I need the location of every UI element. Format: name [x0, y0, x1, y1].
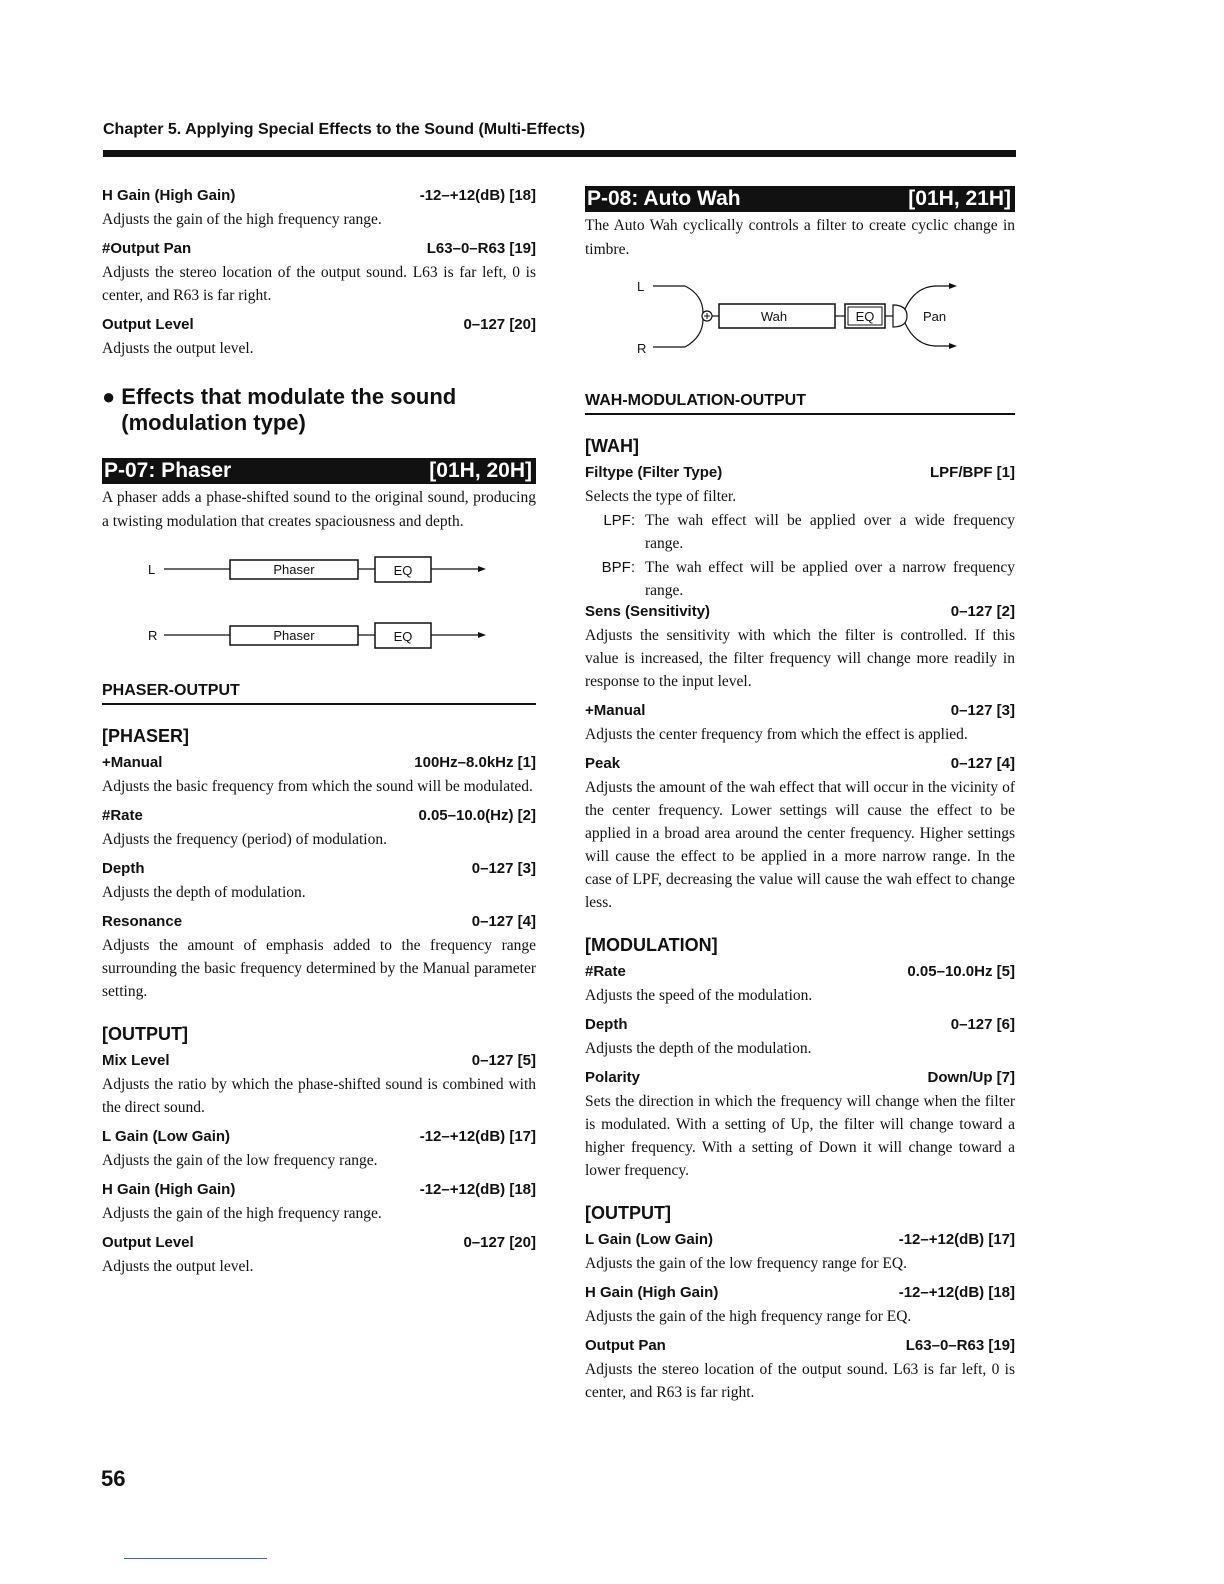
right-column [585, 186, 1015, 1404]
param-desc: Adjusts the basic frequency from which the sound will be modulated. [102, 778, 533, 795]
phaser-section-title: PHASER-OUTPUT [102, 681, 536, 705]
param-desc: Adjusts the ratio by which the phase-shifted sound is combined with the direct sound. [102, 1076, 536, 1116]
param-desc: Selects the type of filter. [585, 488, 737, 505]
eq-block-label: EQ [393, 563, 413, 578]
param-item [585, 1015, 1015, 1060]
option-text: The wah effect will be applied over a narrow frequency range. [645, 559, 1015, 599]
modulation-group-title: [MODULATION] [585, 935, 718, 955]
param-value: 0–127 [2] [950, 603, 1015, 620]
param-item [585, 463, 1015, 508]
param-desc: Adjusts the stereo location of the output sound. L63 is far left, 0 is center, and R63 is far right. [585, 1361, 1015, 1401]
heading-line-1: Effects that modulate the sound [121, 384, 457, 409]
autowah-diagram [585, 275, 1015, 371]
param-name: H Gain (High Gain) [102, 1181, 236, 1198]
param-desc: Adjusts the center frequency from which the effect is applied. [585, 726, 968, 743]
param-desc: Adjusts the output level. [102, 1258, 254, 1275]
param-value: -12–+12(dB) [18] [419, 187, 536, 204]
autowah-title-bar [585, 186, 1015, 212]
param-name: Output Pan [585, 1337, 666, 1354]
page-number: 56 [101, 1466, 126, 1491]
autowah-output-group-title: [OUTPUT] [585, 1203, 671, 1223]
param-item [585, 754, 1015, 914]
diagram-r-label: R [637, 341, 647, 356]
autowah-code: [01H, 21H] [908, 187, 1011, 210]
param-name: H Gain (High Gain) [585, 1284, 719, 1301]
param-item [102, 912, 536, 1003]
filter-options [585, 509, 1015, 602]
autowah-section-title: WAH-MODULATION-OUTPUT [585, 391, 1015, 415]
param-item [585, 1283, 1015, 1328]
param-value: 0.05–10.0(Hz) [2] [418, 807, 536, 824]
param-name: L Gain (Low Gain) [585, 1231, 714, 1248]
param-item [585, 1068, 1015, 1182]
list-item [585, 556, 1015, 602]
header-rule [103, 150, 1016, 157]
param-value: 0–127 [20] [463, 316, 536, 333]
param-name: #Output Pan [102, 240, 192, 257]
diagram-r-label: R [148, 628, 158, 643]
modulation-type-heading [102, 384, 536, 436]
param-desc: Adjusts the gain of the low frequency range for EQ. [585, 1255, 907, 1272]
wah-group-title: [WAH] [585, 436, 639, 456]
param-value: -12–+12(dB) [18] [898, 1284, 1015, 1301]
phaser-diagram [102, 549, 536, 669]
param-value: 0–127 [6] [950, 1016, 1015, 1033]
param-value: 100Hz–8.0kHz [1] [414, 754, 536, 771]
param-desc: Adjusts the amount of the wah effect that will occur in the vicinity of the center frequency. Lower settings will cause the effect to be applied in a broad area around the center frequency. Higher settings will cause the effect to be applied in a more narrow range. In the case of LPF, decreasing the value will cause the wah effect to change less. [585, 779, 1015, 911]
param-name: Sens (Sensitivity) [585, 603, 711, 620]
param-desc: Adjusts the speed of the modulation. [585, 987, 813, 1004]
phaser-intro: A phaser adds a phase-shifted sound to the original sound, producing a twisting modulation that creates spaciousness and depth. [102, 489, 536, 530]
param-value: L63–0–R63 [19] [905, 1337, 1015, 1354]
param-value: -12–+12(dB) [17] [419, 1128, 536, 1145]
phaser-block-label: Phaser [273, 628, 315, 643]
param-item [102, 806, 536, 851]
eq-block-label: EQ [855, 309, 875, 324]
param-name: +Manual [102, 754, 163, 771]
chapter-header: Chapter 5. Applying Special Effects to the Sound (Multi-Effects) [103, 121, 586, 138]
param-item [585, 701, 1015, 746]
bullet-icon: ● [102, 384, 116, 409]
param-item [102, 239, 536, 307]
param-name: Depth [585, 1016, 628, 1033]
param-name: Output Level [102, 1234, 194, 1251]
param-desc: Adjusts the sensitivity with which the filter is controlled. If this value is increased, the filter frequency will change more readily in response to the input level. [585, 627, 1015, 690]
phaser-output-group-title: [OUTPUT] [102, 1024, 188, 1044]
param-value: 0.05–10.0Hz [5] [907, 963, 1015, 980]
param-desc: Adjusts the gain of the high frequency range for EQ. [585, 1308, 912, 1325]
param-item [585, 1336, 1015, 1404]
param-desc: Adjusts the gain of the high frequency range. [102, 211, 382, 228]
autowah-intro: The Auto Wah cyclically controls a filter to create cyclic change in timbre. [585, 217, 1015, 258]
param-name: Output Level [102, 316, 194, 333]
left-top-params [102, 186, 536, 360]
param-value: 0–127 [4] [950, 755, 1015, 772]
phaser-output-params [102, 1051, 536, 1278]
param-desc: Adjusts the output level. [102, 340, 254, 357]
param-desc: Adjusts the depth of modulation. [102, 884, 306, 901]
param-name: Mix Level [102, 1052, 170, 1069]
wah-params [585, 602, 1015, 914]
diagram-l-label: L [637, 279, 645, 294]
param-desc: Adjusts the frequency (period) of modulation. [102, 831, 387, 848]
phaser-title: P-07: Phaser [104, 459, 232, 482]
phaser-title-bar [102, 458, 536, 484]
phaser-params [102, 753, 536, 1003]
param-desc: Sets the direction in which the frequency will change when the filter is modulated. With a setting of Up, the filter will change toward a higher frequency. With a setting of Down it will change toward a lower frequency. [585, 1093, 1015, 1179]
param-item [102, 859, 536, 904]
option-key: LPF: [603, 512, 635, 529]
option-text: The wah effect will be applied over a wide frequency range. [645, 512, 1015, 552]
heading-line-2: (modulation type) [121, 410, 306, 435]
param-desc: Adjusts the depth of the modulation. [585, 1040, 812, 1057]
param-value: -12–+12(dB) [18] [419, 1181, 536, 1198]
param-name: Peak [585, 755, 621, 772]
param-item [102, 315, 536, 360]
param-name: #Rate [102, 807, 143, 824]
phaser-block-label: Phaser [273, 562, 315, 577]
option-key: BPF: [601, 559, 635, 576]
param-desc: Adjusts the gain of the low frequency range. [102, 1152, 378, 1169]
param-name: L Gain (Low Gain) [102, 1128, 231, 1145]
param-desc: Adjusts the gain of the high frequency range. [102, 1205, 382, 1222]
phaser-group-title: [PHASER] [102, 726, 190, 746]
param-name: #Rate [585, 963, 626, 980]
param-item [585, 602, 1015, 693]
param-name: Polarity [585, 1069, 641, 1086]
param-value: -12–+12(dB) [17] [898, 1231, 1015, 1248]
param-name: Resonance [102, 913, 183, 930]
param-item [102, 753, 536, 798]
param-value: 0–127 [3] [471, 860, 536, 877]
modulation-params [585, 962, 1015, 1182]
autowah-title: P-08: Auto Wah [587, 187, 741, 210]
param-desc: Adjusts the stereo location of the output sound. L63 is far left, 0 is center, and R63 is far right. [102, 264, 536, 304]
left-column [102, 186, 536, 1278]
param-value: Down/Up [7] [927, 1069, 1015, 1086]
pan-label: Pan [923, 309, 947, 324]
param-name: Depth [102, 860, 145, 877]
param-desc: Adjusts the amount of emphasis added to the frequency range surrounding the basic frequency determined by the Manual parameter setting. [102, 937, 536, 1000]
param-item [102, 1233, 536, 1278]
param-value: 0–127 [4] [471, 913, 536, 930]
param-value: 0–127 [3] [950, 702, 1015, 719]
param-value: 0–127 [5] [471, 1052, 536, 1069]
eq-block-label: EQ [393, 629, 413, 644]
param-item [585, 962, 1015, 1007]
phaser-code: [01H, 20H] [429, 459, 532, 482]
autowah-output-params [585, 1230, 1015, 1404]
param-item [102, 186, 536, 231]
param-item [102, 1051, 536, 1119]
param-value: LPF/BPF [1] [930, 464, 1015, 481]
param-name: H Gain (High Gain) [102, 187, 236, 204]
list-item [585, 509, 1015, 555]
param-item [102, 1127, 536, 1172]
param-value: L63–0–R63 [19] [426, 240, 536, 257]
param-item [585, 1230, 1015, 1275]
diagram-l-label: L [148, 562, 156, 577]
footer-link-line [124, 1558, 267, 1559]
param-item [102, 1180, 536, 1225]
param-name: +Manual [585, 702, 646, 719]
wah-block-label: Wah [760, 309, 788, 324]
param-name: Filtype (Filter Type) [585, 464, 723, 481]
param-value: 0–127 [20] [463, 1234, 536, 1251]
